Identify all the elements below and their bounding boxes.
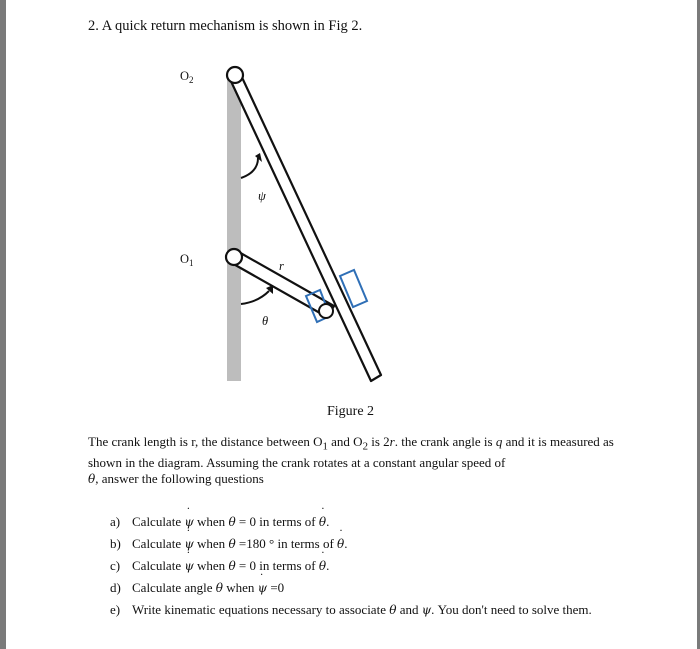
pivot-o1 [226, 249, 242, 265]
problem-paragraph [88, 434, 623, 487]
slotted-link [229, 71, 381, 381]
para-theta-dot: θ ˙ [88, 472, 95, 488]
item-text: Write kinematic equations necessary to associate θ and ψ. You don't need to solve them. [132, 602, 592, 617]
para-sub-2: 2 [362, 440, 368, 453]
item-label: b) [110, 536, 121, 551]
question-list [110, 514, 615, 624]
item-label: c) [110, 558, 121, 573]
list-item [110, 558, 615, 574]
label-o1: $O_1$ [180, 252, 194, 268]
item-text: Calculate ψ ˙ when θ = 0 in terms of θ ˙. [132, 514, 615, 530]
item-text: Calculate ψ ˙ when θ = 0 in terms of θ ˙. [132, 558, 615, 574]
para-text-5: and it is measured as shown in the diagram. Assuming the crank rotates at a constant angular speed of [88, 434, 614, 471]
ground-bar [227, 75, 241, 381]
pivot-o2 [227, 67, 243, 83]
para-q: q [495, 434, 503, 449]
item-text: Calculate angle θ when ψ ˙ =0 [132, 580, 615, 596]
slider-pin [319, 304, 333, 318]
para-r: r [389, 434, 395, 449]
label-o2: $O_2$ [180, 69, 194, 85]
para-text-2: and O [327, 434, 363, 449]
label-psi: ψ [258, 189, 266, 203]
item-label: d) [110, 580, 121, 595]
list-item [110, 580, 615, 596]
psi-angle-arc [241, 158, 258, 178]
theta-angle-arc [241, 291, 269, 304]
label-theta: θ [262, 314, 269, 328]
item-label: e) [110, 602, 121, 617]
question-number: 2. [88, 18, 99, 34]
item-text: Calculate ψ ˙ when θ =180 ° in terms of θ ˙. [132, 536, 615, 552]
item-label: a) [110, 514, 121, 529]
para-text-3: is 2 [368, 434, 390, 449]
label-r: r [279, 259, 284, 273]
para-text-4: . the crank angle is [394, 434, 496, 449]
list-item [110, 602, 615, 618]
question-text: A quick return mechanism is shown in Fig 2. [101, 18, 363, 34]
para-sub-1: 1 [322, 440, 328, 453]
figure-caption: Figure 2 [327, 404, 375, 419]
para-text-6: , answer the following questions [95, 470, 264, 486]
para-text-1: The crank length is r, the distance between O [88, 434, 323, 449]
